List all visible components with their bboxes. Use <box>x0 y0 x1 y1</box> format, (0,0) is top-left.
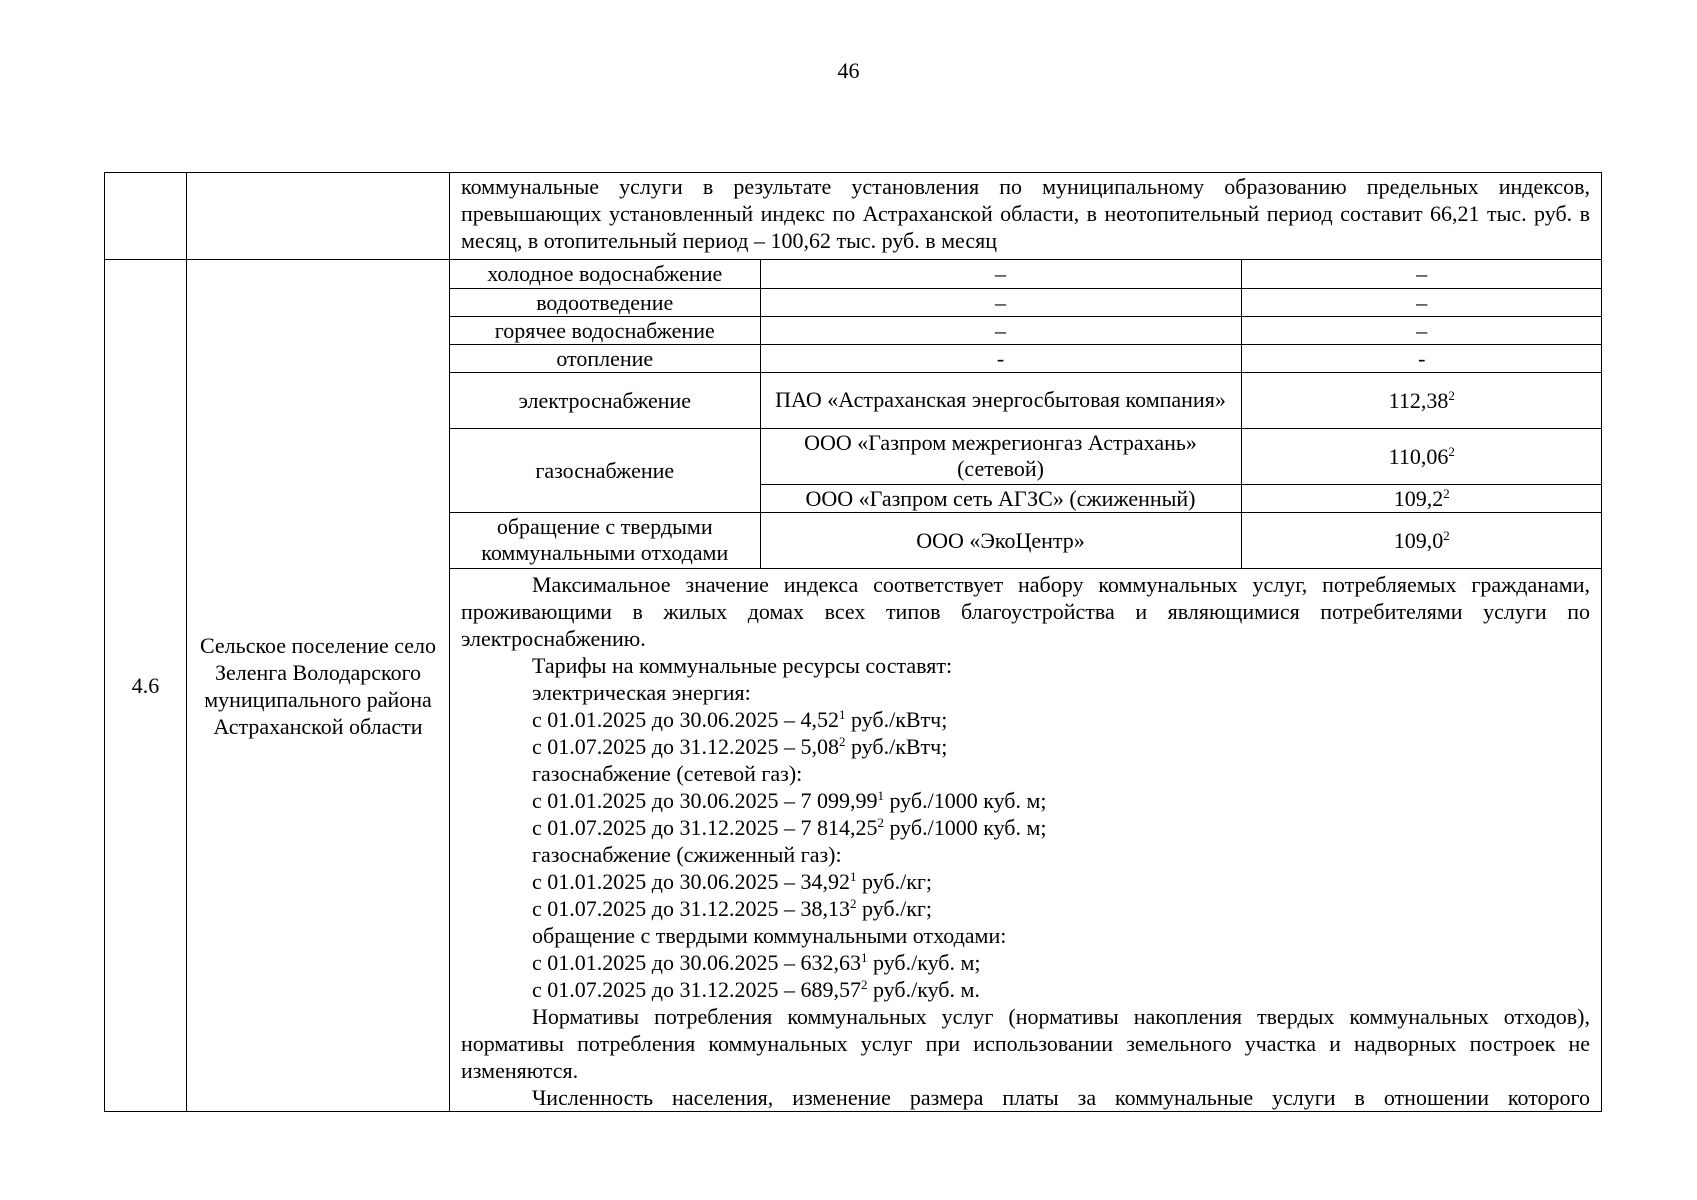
document-table <box>104 172 1602 1112</box>
provider-name: ПАО «Астраханская энергосбытовая компания» <box>760 372 1241 428</box>
service-row <box>450 260 1602 288</box>
service-name: газоснабжение <box>450 428 760 512</box>
index-value: 110,06$^2$ <box>1241 428 1602 484</box>
index-value: 109,2$^2$ <box>1241 484 1602 512</box>
tariff-line: с 01.01.2025 до 30.06.2025 – 632,63$^1$ руб./куб. м; <box>532 950 981 975</box>
service-row <box>450 316 1602 344</box>
tariff-group-title: газоснабжение (сжиженный газ): <box>532 842 842 867</box>
index-value: – <box>1241 316 1602 344</box>
continued-text: коммунальные услуги в результате установления по муниципальному образованию предельных индексов, превышающих установленный индекс по Астраханской области, в неотопительный период составит 66,21 тыс. руб. в месяц, в отопительный период – 100,62 тыс. руб. в месяц <box>450 173 1602 260</box>
tariff-group-title: электрическая энергия: <box>532 680 751 705</box>
municipality-name: Сельское поселение село Зеленга Володарского муниципального района Астраханской области <box>187 260 450 1112</box>
tariff-line: с 01.07.2025 до 31.12.2025 – 7 814,25$^2$ руб./1000 куб. м; <box>532 815 1047 840</box>
tariff-line: с 01.07.2025 до 31.12.2025 – 5,08$^2$ руб./кВтч; <box>532 734 948 759</box>
tariff-group-title: обращение с твердыми коммунальными отходами: <box>532 923 1007 948</box>
service-name: горячее водоснабжение <box>450 316 760 344</box>
index-value: 109,0$^2$ <box>1241 512 1602 568</box>
service-row <box>450 288 1602 316</box>
tariff-line: с 01.01.2025 до 30.06.2025 – 34,92$^1$ руб./кг; <box>532 869 933 894</box>
tariffs-intro: Тарифы на коммунальные ресурсы составят: <box>532 653 953 678</box>
service-row <box>450 372 1602 428</box>
population-paragraph: Численность населения, изменение размера платы за коммунальные услуги в отношении которого <box>532 1085 1590 1110</box>
index-value: - <box>1241 344 1602 372</box>
tariff-group-title: газоснабжение (сетевой газ): <box>532 761 803 786</box>
service-name: водоотведение <box>450 288 760 316</box>
tariff-text-block <box>450 568 1601 1111</box>
page-number: 46 <box>837 58 860 83</box>
tariff-line: с 01.01.2025 до 30.06.2025 – 7 099,99$^1$ руб./1000 куб. м; <box>532 788 1047 813</box>
services-table <box>450 260 1602 568</box>
provider-name: ООО «Газпром межрегионгаз Астрахань» (сетевой) <box>760 428 1241 484</box>
tariff-line: с 01.07.2025 до 31.12.2025 – 38,13$^2$ руб./кг; <box>532 896 933 921</box>
tariff-line: с 01.07.2025 до 31.12.2025 – 689,57$^2$ руб./куб. м. <box>532 977 980 1002</box>
row-content <box>450 260 1602 1112</box>
service-row <box>450 512 1602 568</box>
service-row <box>450 344 1602 372</box>
provider-name: – <box>760 288 1241 316</box>
name-cell-empty <box>187 173 450 260</box>
service-name: обращение с твердыми коммунальными отходами <box>450 512 760 568</box>
service-name: электроснабжение <box>450 372 760 428</box>
index-value: – <box>1241 288 1602 316</box>
number-cell-empty <box>105 173 187 260</box>
index-value: – <box>1241 260 1602 288</box>
max-index-paragraph: Максимальное значение индекса соответствует набору коммунальных услуг, потребляемых гражданами, проживающими в жилых домах всех типов благоустройства и являющимися потребителями услуги по электроснабжению. <box>461 572 1590 651</box>
provider-name: – <box>760 316 1241 344</box>
tariff-line: с 01.01.2025 до 30.06.2025 – 4,52$^1$ руб./кВтч; <box>532 707 948 732</box>
service-row <box>450 428 1602 484</box>
row-number: 4.6 <box>105 260 187 1112</box>
provider-name: ООО «ЭкоЦентр» <box>760 512 1241 568</box>
table-row-previous <box>105 173 1602 260</box>
provider-name: - <box>760 344 1241 372</box>
provider-name: ООО «Газпром сеть АГЗС» (сжиженный) <box>760 484 1241 512</box>
service-name: отопление <box>450 344 760 372</box>
norms-paragraph: Нормативы потребления коммунальных услуг (нормативы накопления твердых коммунальных отходов), нормативы потребления коммунальных услуг при использовании земельного участка и надворных построек не изменяются. <box>461 1004 1590 1083</box>
index-value: 112,38$^2$ <box>1241 372 1602 428</box>
table-row-4-6 <box>105 260 1602 1112</box>
service-name: холодное водоснабжение <box>450 260 760 288</box>
provider-name: – <box>760 260 1241 288</box>
